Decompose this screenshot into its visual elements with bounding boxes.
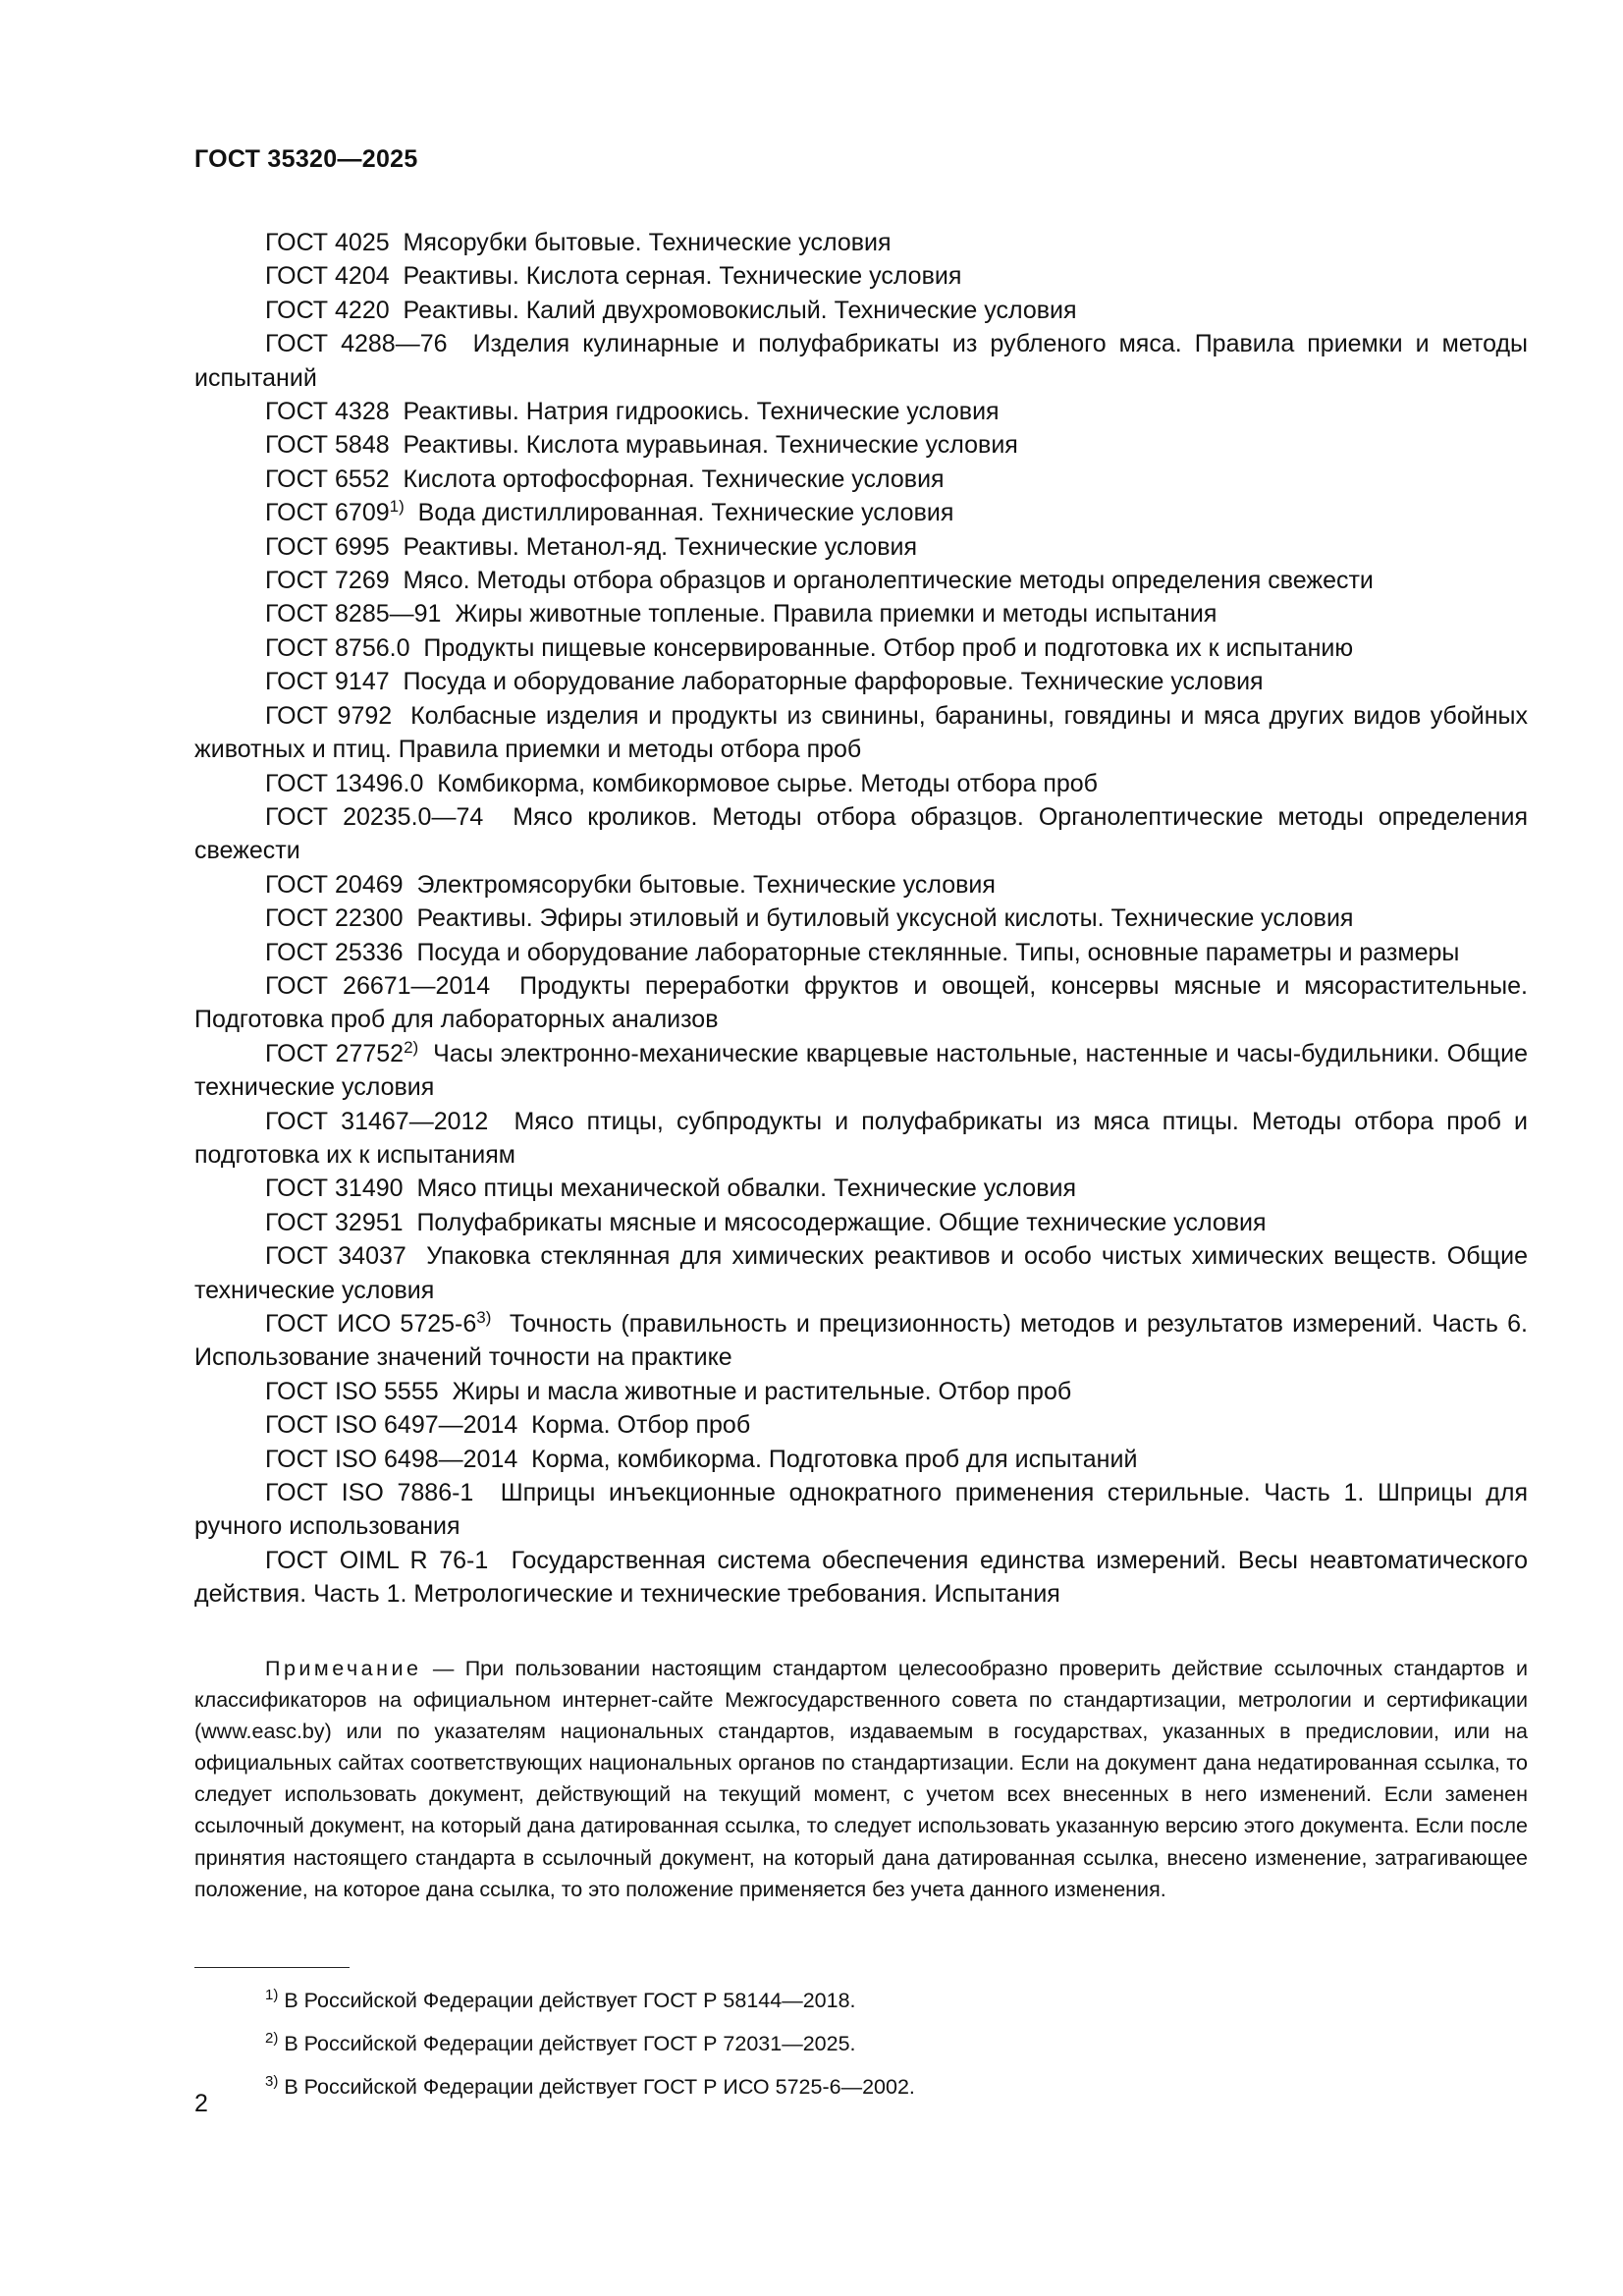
reference-code: ГОСТ 4204 <box>265 262 390 291</box>
reference-code: ГОСТ 6995 <box>265 532 390 561</box>
reference-item <box>194 1476 1528 1544</box>
reference-code: ГОСТ 8756.0 <box>265 633 410 662</box>
reference-item <box>194 631 1528 665</box>
reference-item <box>194 1443 1528 1476</box>
reference-code: ГОСТ OIML R 76-1 <box>265 1546 489 1574</box>
footnote-marker: 3) <box>476 1308 492 1327</box>
reference-item <box>194 800 1528 868</box>
reference-code: ГОСТ 13496.0 <box>265 769 424 797</box>
reference-item <box>194 1307 1528 1375</box>
reference-title: Продукты пищевые консервированные. Отбор проб и подготовка их к испытанию <box>423 633 1354 662</box>
reference-code: ГОСТ 4328 <box>265 398 390 426</box>
reference-code: ГОСТ ISO 5555 <box>265 1377 439 1405</box>
reference-code: ГОСТ 25336 <box>265 938 404 966</box>
reference-code: ГОСТ 6552 <box>265 465 390 493</box>
reference-title: Шприцы инъекционные однократного применения стерильные. Часть 1. Шприцы для ручного использования <box>194 1479 1528 1541</box>
footnote-item <box>194 2065 1528 2108</box>
footnote-mark: 3) <box>265 2073 279 2090</box>
reference-item <box>194 936 1528 969</box>
reference-item <box>194 428 1528 462</box>
reference-title: Кислота ортофосфорная. Технические условия <box>403 465 945 493</box>
reference-title: Мясо птицы, субпродукты и полуфабрикаты из мяса птицы. Методы отбора проб и подготовка их к испытаниям <box>194 1107 1528 1169</box>
reference-code: ГОСТ 20235.0—74 <box>265 802 484 831</box>
reference-item <box>194 969 1528 1037</box>
reference-code: ГОСТ 8285—91 <box>265 600 442 629</box>
reference-title: Реактивы. Калий двухромовокислый. Технические условия <box>403 296 1077 324</box>
reference-item <box>194 564 1528 597</box>
reference-title: Часы электронно-механические кварцевые настольные, настенные и часы-будильники. Общие технические условия <box>194 1039 1528 1102</box>
reference-item <box>194 530 1528 564</box>
reference-code: ГОСТ 31467—2012 <box>265 1107 489 1135</box>
reference-item <box>194 767 1528 800</box>
reference-title: Реактивы. Эфиры этиловый и бутиловый уксусной кислоты. Технические условия <box>416 904 1354 933</box>
reference-title: Посуда и оборудование лабораторные стеклянные. Типы, основные параметры и размеры <box>416 938 1460 966</box>
note-block <box>194 1653 1528 1905</box>
footnote-divider <box>194 1967 350 1968</box>
reference-title: Мясорубки бытовые. Технические условия <box>403 229 892 256</box>
reference-title: Полуфабрикаты мясные и мясосодержащие. Общие технические условия <box>416 1208 1267 1236</box>
reference-item <box>194 902 1528 935</box>
footnote-marker: 2) <box>404 1037 419 1057</box>
reference-item <box>194 496 1528 529</box>
reference-item <box>194 1172 1528 1205</box>
reference-code: ГОСТ 9147 <box>265 668 390 696</box>
reference-code: ГОСТ 26671—2014 <box>265 971 491 1000</box>
reference-item <box>194 1408 1528 1442</box>
reference-code: ГОСТ 4025 <box>265 229 390 256</box>
note-title: Примечание <box>265 1657 422 1680</box>
footnotes <box>194 1979 1528 2108</box>
reference-code: ГОСТ 32951 <box>265 1208 404 1236</box>
document-header: ГОСТ 35320—2025 <box>194 145 418 173</box>
reference-title: Точность (правильность и прецизионность) методов и результатов измерений. Часть 6. Использование значений точности на практике <box>194 1310 1528 1372</box>
reference-title: Изделия кулинарные и полуфабрикаты из рубленого мяса. Правила приемки и методы испытаний <box>194 330 1528 392</box>
reference-item <box>194 665 1528 698</box>
reference-item <box>194 597 1528 630</box>
reference-item <box>194 1375 1528 1408</box>
reference-title: Комбикорма, комбикормовое сырье. Методы отбора проб <box>437 769 1098 797</box>
reference-title: Посуда и оборудование лабораторные фарфоровые. Технические условия <box>403 668 1264 696</box>
reference-title: Колбасные изделия и продукты из свинины, баранины, говядины и мяса других видов убойных животных и птиц. Правила приемки и методы отбора проб <box>194 701 1528 764</box>
reference-item <box>194 395 1528 428</box>
reference-item <box>194 226 1528 259</box>
normative-references-list <box>194 226 1528 1612</box>
reference-title: Жиры животные топленые. Правила приемки и методы испытания <box>455 600 1217 629</box>
reference-item <box>194 868 1528 902</box>
reference-item <box>194 1239 1528 1307</box>
reference-code: ГОСТ 6709 <box>265 499 390 527</box>
reference-item <box>194 699 1528 767</box>
footnote-mark: 1) <box>265 1987 279 2003</box>
reference-item <box>194 463 1528 496</box>
reference-code: ГОСТ 34037 <box>265 1242 406 1271</box>
reference-title: Реактивы. Кислота муравьиная. Технические условия <box>403 431 1018 460</box>
reference-item <box>194 1544 1528 1612</box>
footnote-text: В Российской Федерации действует ГОСТ Р ИСО 5725-6—2002. <box>284 2075 915 2099</box>
reference-item <box>194 259 1528 293</box>
page-number: 2 <box>194 2090 208 2117</box>
reference-title: Вода дистиллированная. Технические условия <box>417 499 954 527</box>
reference-title: Мясо кроликов. Методы отбора образцов. Органолептические методы определения свежести <box>194 802 1528 865</box>
footnote-item <box>194 1979 1528 2022</box>
reference-title: Государственная система обеспечения единства измерений. Весы неавтоматического действия. Часть 1. Метрологические и технические требования. Испытания <box>194 1546 1528 1609</box>
reference-item <box>194 327 1528 395</box>
reference-code: ГОСТ ISO 6497—2014 <box>265 1411 518 1440</box>
reference-item <box>194 294 1528 327</box>
reference-code: ГОСТ ISO 7886-1 <box>265 1479 474 1507</box>
reference-code: ГОСТ 4288—76 <box>265 330 448 358</box>
reference-title: Упаковка стеклянная для химических реактивов и особо чистых химических веществ. Общие технические условия <box>194 1242 1528 1304</box>
reference-title: Электромясорубки бытовые. Технические условия <box>416 870 996 899</box>
reference-code: ГОСТ 9792 <box>265 701 393 730</box>
reference-item <box>194 1206 1528 1239</box>
reference-title: Реактивы. Метанол-яд. Технические условия <box>403 532 917 561</box>
reference-title: Корма. Отбор проб <box>531 1411 751 1440</box>
reference-code: ГОСТ 20469 <box>265 870 404 899</box>
footnote-text: В Российской Федерации действует ГОСТ Р 72031—2025. <box>284 2032 856 2055</box>
reference-code: ГОСТ 22300 <box>265 904 404 933</box>
reference-code: ГОСТ 4220 <box>265 296 390 324</box>
reference-title: Реактивы. Кислота серная. Технические условия <box>403 262 962 291</box>
note-text: — При пользовании настоящим стандартом целесообразно проверить действие ссылочных стандартов и классификаторов на официальном интернет-сайте Межгосударственного совета по стандартизации, метрологии и сертификации (www.easc.by) или по указателям национальных стандартов, издаваемым в государствах, указанных в предисловии, или на официальных сайтах соответствующих национальных органов по стандартизации. Если на документ дана недатированная ссылка, то следует использовать документ, действующий на текущий момент, с учетом всех внесенных в него изменений. Если заменен ссылочный документ, на который дана датированная ссылка, то следует использовать указанную версию этого документа. Если после принятия настоящего стандарта в ссылочный документ, на который дана датированная ссылка, внесено изменение, затрагивающее положение, на которое дана ссылка, то это положение применяется без учета данного изменения. <box>194 1657 1528 1901</box>
reference-title: Реактивы. Натрия гидроокись. Технические условия <box>403 398 1000 426</box>
reference-item <box>194 1037 1528 1105</box>
reference-title: Мясо птицы механической обвалки. Технические условия <box>416 1175 1076 1203</box>
reference-code: ГОСТ 7269 <box>265 567 390 595</box>
reference-code: ГОСТ ИСО 5725-6 <box>265 1310 477 1338</box>
reference-title: Корма, комбикорма. Подготовка проб для испытаний <box>531 1445 1138 1473</box>
reference-title: Мясо. Методы отбора образцов и органолептические методы определения свежести <box>403 567 1374 595</box>
reference-item <box>194 1105 1528 1173</box>
footnote-item <box>194 2022 1528 2065</box>
reference-code: ГОСТ 5848 <box>265 431 390 460</box>
reference-title: Продукты переработки фруктов и овощей, консервы мясные и мясорастительные. Подготовка проб для лабораторных анализов <box>194 971 1528 1034</box>
reference-title: Жиры и масла животные и растительные. Отбор проб <box>452 1377 1072 1405</box>
reference-code: ГОСТ 27752 <box>265 1039 405 1067</box>
footnote-marker: 1) <box>389 497 405 517</box>
footnote-mark: 2) <box>265 2030 279 2047</box>
reference-code: ГОСТ ISO 6498—2014 <box>265 1445 518 1473</box>
reference-code: ГОСТ 31490 <box>265 1175 404 1203</box>
footnote-text: В Российской Федерации действует ГОСТ Р 58144—2018. <box>284 1989 856 2012</box>
